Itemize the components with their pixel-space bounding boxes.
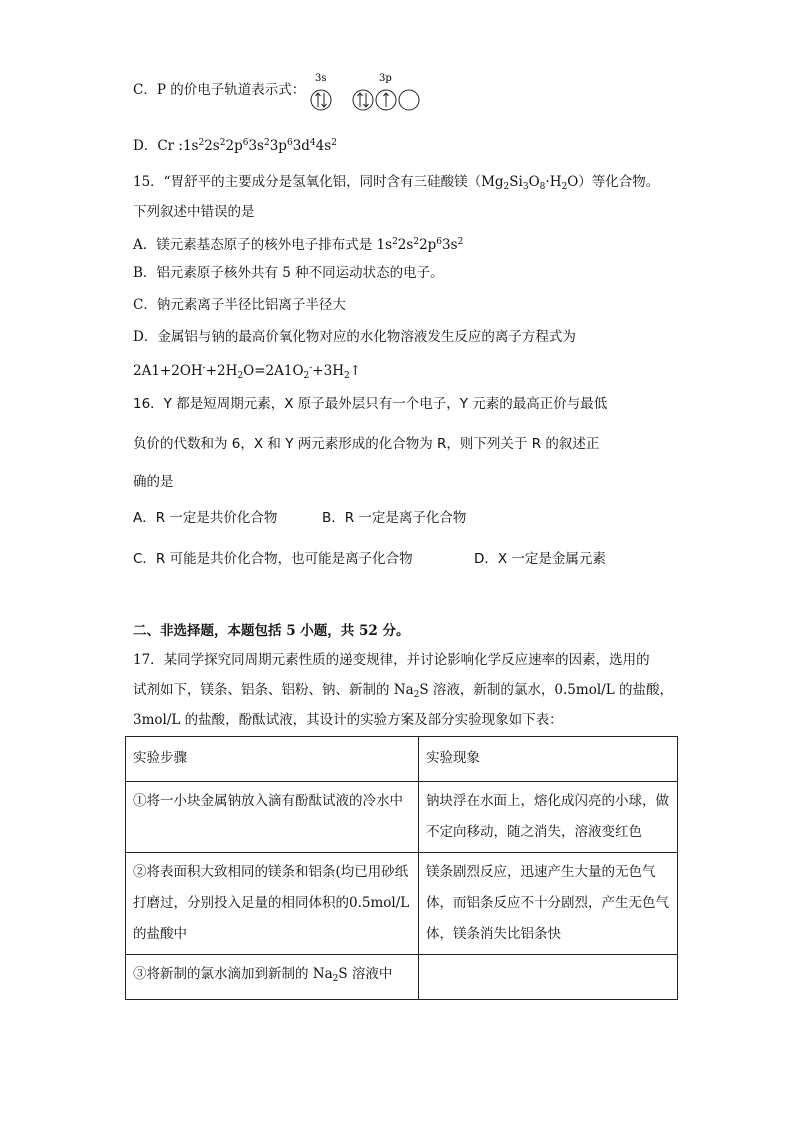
q15-option-d-line1: D．金属铝与钠的最高价氧化物对应的水化物溶液发生反应的离子方程式为 xyxy=(133,329,576,345)
q15-option-d-equation: $2A1+2OH^-+2H_2O=2A1O_2^-+3H_2↑$ xyxy=(133,363,362,381)
orbital-3p-circle-1 xyxy=(353,90,373,110)
table-row xyxy=(126,955,678,1000)
header-step: 实验步骤 xyxy=(126,737,419,782)
orbital-3s-circle xyxy=(311,90,331,110)
table-row xyxy=(126,853,678,955)
table-header-row xyxy=(126,737,678,782)
orbital-3p-label: 3p xyxy=(379,73,392,84)
row1-step: ①将一小块金属钠放入滴有酚酞试液的冷水中 xyxy=(126,782,419,853)
q17-stem-line2: 试剂如下，镁条、铝条、铝粉、钠、新制的 $Na_2S$ 溶液，新制的氯水，0.5mol/L 的盐酸， xyxy=(133,682,673,700)
q16-option-d: D．X 一定是金属元素 xyxy=(474,551,606,567)
q14-option-c-text: C．P 的价电子轨道表示式： xyxy=(133,82,306,98)
q16-stem-line1: 16．Y 都是短周期元素，X 原子最外层只有一个电子，Y 元素的最高正价与最低 xyxy=(133,396,608,412)
q15-option-c: C．钠元素离子半径比铝离子半径大 xyxy=(133,297,346,313)
experiment-table xyxy=(125,736,678,1000)
q16-option-c: C．R 可能是共价化合物，也可能是离子化合物 xyxy=(133,551,413,567)
q16-stem-line2: 负价的代数和为 6，X 和 Y 两元素形成的化合物为 R，则下列关于 R 的叙述正 xyxy=(133,436,600,452)
electron-config: $1s^22s^22p^63s^23p^63d^44s^2$ xyxy=(182,138,337,154)
section-heading: 二、非选择题，本题包括 5 小题，共 52 分。 xyxy=(133,623,410,639)
q14-option-d-prefix: D．Cr : xyxy=(133,138,183,154)
orbital-3p-circle-2 xyxy=(376,90,396,110)
q15-stem-line2: 下列叙述中错误的是 xyxy=(133,204,255,220)
q16-stem-line3: 确的是 xyxy=(133,474,174,490)
q15-option-a: A．镁元素基态原子的核外电子排布式是 $1s^22s^22p^63s^2$ xyxy=(133,237,464,253)
orbital-diagram xyxy=(0,0,794,130)
q17-stem-line1: 17．某同学探究同周期元素性质的递变规律，并讨论影响化学反应速率的因素，选用的 xyxy=(133,652,650,668)
q15-option-b: B．铝元素原子核外共有 5 种不同运动状态的电子。 xyxy=(133,265,444,281)
q15-stem-line1: 15．“胃舒平的主要成分是氢氧化铝，同时含有三硅酸镁$(Mg_2Si_3O_8\cdot H_2O)$等化合物。 xyxy=(133,174,660,192)
row3-phenomenon xyxy=(419,955,678,1000)
orbital-3s-label: 3s xyxy=(315,73,327,84)
header-phenomenon: 实验现象 xyxy=(419,737,678,782)
q17-stem-line3: 3mol/L 的盐酸，酚酞试液，其设计的实验方案及部分实验现象如下表： xyxy=(133,712,563,728)
table-row xyxy=(126,782,678,853)
q16-option-b: B．R 一定是离子化合物 xyxy=(322,510,467,526)
orbital-3p-circle-3 xyxy=(399,90,419,110)
q14-option-d xyxy=(133,133,337,156)
row3-step: ③将新制的氯水滴加到新制的 $Na_2S$ 溶液中 xyxy=(126,955,419,1000)
row2-phenomenon: 镁条剧烈反应，迅速产生大量的无色气体，而铝条反应不十分剧烈，产生无色气体，镁条消失比铝条快 xyxy=(419,853,678,955)
row1-phenomenon: 钠块浮在水面上，熔化成闪亮的小球，做不定向移动，随之消失，溶液变红色 xyxy=(419,782,678,853)
row2-step: ②将表面积大致相同的镁条和铝条(均已用砂纸打磨过，分别投入足量的相同体积的0.5mol/L 的盐酸中 xyxy=(126,853,419,955)
q16-option-a: A．R 一定是共价化合物 xyxy=(133,510,278,526)
